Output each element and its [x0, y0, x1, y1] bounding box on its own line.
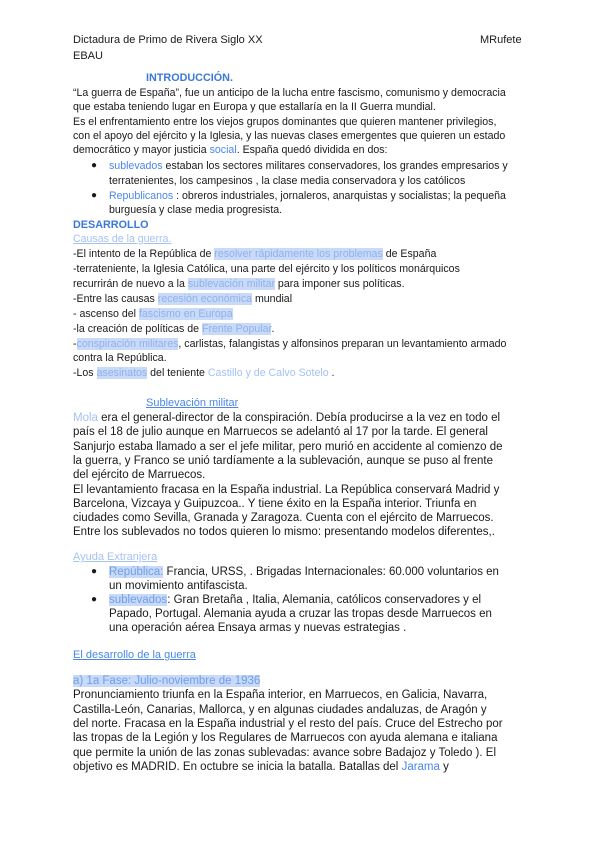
- cause-text: -la creación de políticas de: [73, 323, 202, 335]
- cause-line: [73, 323, 274, 336]
- highlight-text: recesión económica: [157, 293, 253, 305]
- sublevacion-line: Barcelona, Vizcaya y Guipuzcoa.. Y tiene éxito en la España interior. Triunfa en: [73, 498, 477, 510]
- desarrollo-heading: DESARROLLO: [73, 219, 149, 231]
- intro-paragraph-line: con el apoyo del ejército y la Iglesia, y las nuevas clases emergentes que quieren un estado: [73, 130, 506, 142]
- bullet-continuation: burguesía y clase media progresista.: [109, 204, 283, 216]
- cause-text: -Entre las causas: [73, 293, 158, 305]
- cause-text: recurrirán de nuevo a la: [73, 278, 188, 290]
- cause-line: [73, 338, 506, 351]
- guerra-line: las tropas de la Legión y los Regulares de Marruecos con ayuda alemana e italiana: [73, 732, 498, 744]
- sublevacion-line: Entre los sublevados no todos quieren lo mismo: presentando modelos diferentes,.: [73, 526, 495, 538]
- intro-paragraph-line: que estaba teniendo lugar en Europa y que estallaría en la II Guerra mundial.: [73, 101, 436, 113]
- highlight-text: fascismo en Europa: [138, 308, 233, 320]
- highlight-text: conspiración militares: [76, 338, 179, 350]
- intro-heading: INTRODUCCIÓN.: [146, 72, 233, 84]
- guerra-line: Castilla-León, Canarias, Mallorca, y en algunas ciudades andaluzas, de Aragón y: [73, 704, 487, 716]
- bullet-dot: ●: [91, 190, 98, 201]
- sublevacion-line: [73, 411, 500, 425]
- guerra-line: del norte. Fracasa en la España industrial y el resto del país. Cruce del Estrecho por: [73, 718, 503, 730]
- sublevacion-line: del ejército de Marruecos.: [73, 469, 206, 481]
- bullet-text: estaban los sectores militares conservadores, los grandes empresarios y: [162, 160, 508, 172]
- sublevacion-line: Sanjurjo estaba llamado a ser el jefe militar, pero murió en accidente al comienzo de: [73, 441, 503, 453]
- guerra-line: [73, 760, 449, 774]
- guerra-subheading[interactable]: El desarrollo de la guerra: [73, 649, 196, 661]
- sublevacion-line: ciudades como Sevilla, Granada y Zaragoza. Cuenta con el ejército de Marruecos.: [73, 512, 494, 524]
- cause-line: [73, 367, 335, 380]
- guerra-line: Pronunciamiento triunfa en la España interior, en Marruecos, en Galicia, Navarra,: [73, 689, 488, 701]
- jarama-link[interactable]: Jarama: [401, 761, 440, 773]
- intro-text: . España quedó dividida en dos:: [236, 144, 388, 156]
- guerra-line: que permite la unión de las zonas sublevadas: avance sobre Badajoz y Toledo ). El: [73, 747, 496, 759]
- social-link[interactable]: social: [209, 144, 237, 156]
- sublevacion-subheading[interactable]: Sublevación militar: [146, 397, 239, 409]
- cause-text: - ascenso del: [73, 308, 139, 320]
- cause-text: -: [73, 338, 77, 350]
- bullet-continuation: Papado, Portugal. Alemania ayuda a cruzar las tropas desde Marruecos en: [109, 608, 492, 620]
- sublevacion-line: la guerra, y Franco se unió tardíamente a la sublevación, aunque se puso al frente: [73, 455, 494, 467]
- cause-text: para imponer sus políticas.: [274, 278, 405, 290]
- ayuda-bullet: [109, 593, 481, 607]
- mola-name: Mola: [73, 412, 98, 424]
- intro-text: democrático y mayor justicia: [73, 144, 210, 156]
- cause-text: mundial: [252, 293, 293, 305]
- causas-subheading[interactable]: Causas de la guerra.: [73, 233, 172, 245]
- bullet-continuation: un movimiento antifascista.: [109, 580, 248, 592]
- document-title: Dictadura de Primo de Rivera Siglo XX: [73, 34, 263, 46]
- cause-line: [73, 248, 436, 261]
- author-name: MRufete: [480, 34, 522, 46]
- bullet-dot: ●: [91, 566, 98, 577]
- highlight-text: Frente Popular: [201, 323, 272, 335]
- bullet-text: : Gran Bretaña , Italia, Alemania, católicos conservadores y el: [167, 594, 482, 606]
- cause-text: del teniente: [147, 367, 208, 379]
- guerra-text: objetivo es MADRID. En octubre se inicia la batalla. Batallas del: [73, 761, 402, 773]
- cause-line: [73, 308, 233, 321]
- intro-paragraph-line: [73, 144, 387, 157]
- cause-text: , carlistas, falangistas y alfonsinos preparan un levantamiento armado: [178, 338, 507, 350]
- bullet-dot: ●: [91, 594, 98, 605]
- sublevacion-text: era el general-director de la conspiración. Debía producirse a la vez en todo el: [97, 412, 501, 424]
- highlight-text: sublevación militar: [187, 278, 275, 290]
- sublevacion-line: El levantamiento fracasa en la España industrial. La República conservará Madrid y: [73, 484, 500, 496]
- highlight-text: resolver rápidamente los problemas: [214, 248, 383, 260]
- bullet-text: : obreros industriales, jornaleros, anarquistas y socialistas; la pequeña: [173, 190, 506, 202]
- bullet-item: [109, 190, 506, 203]
- intro-paragraph-line: “La guerra de España”, fue un anticipo de la lucha entre fascismo, comunismo y democracia: [73, 87, 506, 99]
- cause-line: -terrateniente, la Iglesia Católica, una parte del ejército y los políticos monárquicos: [73, 263, 460, 275]
- guerra-text: y: [439, 761, 449, 773]
- fase-heading: [73, 674, 260, 688]
- cause-line: [73, 278, 405, 291]
- bullet-term: sublevados: [109, 160, 163, 172]
- cause-text: -El intento de la República de: [73, 248, 215, 260]
- sublevacion-line: país el 18 de julio aunque en Marruecos se adelantó al 17 por la tarde. El general: [73, 426, 488, 438]
- bullet-term: República:: [109, 566, 164, 578]
- bullet-term: sublevados: [109, 594, 168, 606]
- bullet-dot: ●: [91, 160, 98, 171]
- names-text: Castillo y de Calvo Sotelo: [207, 367, 329, 379]
- cause-text: -Los: [73, 367, 97, 379]
- cause-text: .: [271, 323, 275, 335]
- bullet-term: Republicanos: [109, 190, 174, 202]
- ayuda-subheading[interactable]: Ayuda Extranjera: [73, 551, 158, 563]
- exam-label: EBAU: [73, 50, 103, 62]
- highlight-text: asesinatos: [96, 367, 148, 379]
- fase-label: a) 1a Fase: Julio-noviembre de 1936: [73, 675, 261, 687]
- bullet-text: Francia, URSS, . Brigadas Internacionales: 60.000 voluntarios en: [163, 566, 499, 578]
- bullet-item: [109, 160, 508, 173]
- cause-text: .: [328, 367, 335, 379]
- ayuda-bullet: [109, 565, 499, 579]
- bullet-continuation: una operación aérea Ensaya armas y nuevas estrategias .: [109, 622, 407, 634]
- cause-line: [73, 293, 292, 306]
- cause-text: de España: [382, 248, 437, 260]
- intro-paragraph-line: Es el enfrentamiento entre los viejos grupos dominantes que quieren mantener privilegios,: [73, 116, 497, 128]
- bullet-continuation: terratenientes, los campesinos , la clase media conservadora y los católicos: [109, 175, 466, 187]
- cause-line: contra la República.: [73, 352, 167, 364]
